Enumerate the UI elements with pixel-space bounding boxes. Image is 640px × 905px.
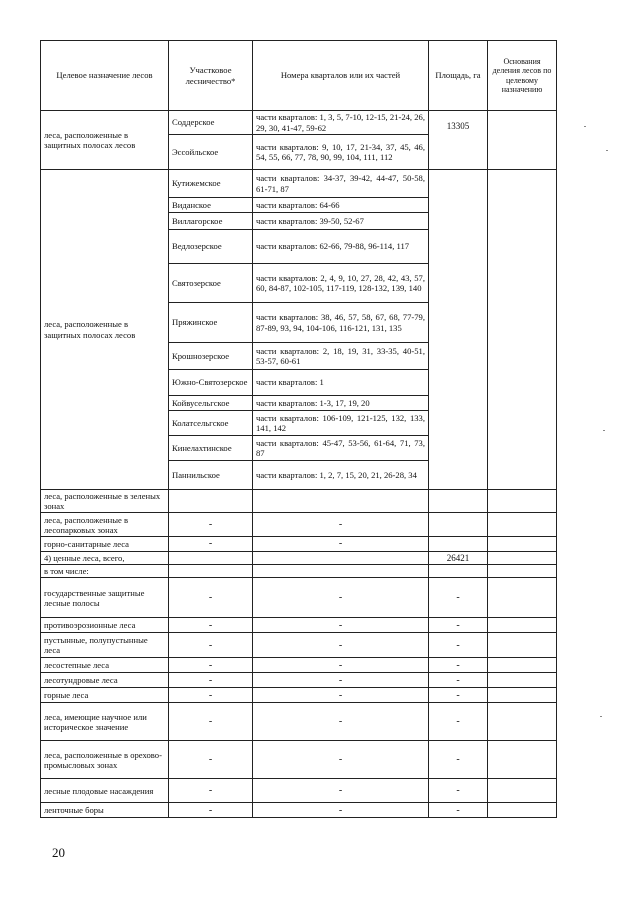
area-cell: - [429, 688, 488, 703]
basis-cell [488, 170, 557, 490]
basis-cell [488, 513, 557, 537]
quarters-cell: - [253, 578, 429, 618]
forestry-cell: - [169, 803, 253, 818]
quarters-cell: части кварталов: 1, 3, 5, 7-10, 12-15, 21-24, 26, 29, 30, 41-47, 59-62 [253, 111, 429, 135]
purpose-cell: леса, расположенные в орехово-промысловых зонах [41, 741, 169, 779]
header-area: Площадь, га [429, 41, 488, 111]
forestry-cell: Крошнозерское [169, 343, 253, 370]
forestry-cell: - [169, 673, 253, 688]
purpose-cell: леса, расположенные в защитных полосах лесов [41, 170, 169, 490]
header-quarters: Номера кварталов или их частей [253, 41, 429, 111]
purpose-cell: леса, имеющие научное или историческое значение [41, 703, 169, 741]
table-row [41, 578, 557, 618]
forestry-cell: Виданское [169, 198, 253, 213]
quarters-cell: - [253, 658, 429, 673]
forestry-cell: Эссойльское [169, 135, 253, 170]
quarters-cell: - [253, 779, 429, 803]
quarters-cell: - [253, 673, 429, 688]
quarters-cell: части кварталов: 2, 4, 9, 10, 27, 28, 42, 43, 57, 60, 84-87, 102-105, 117-119, 128-132, 139, 140 [253, 264, 429, 303]
basis-cell [488, 111, 557, 170]
table-row [41, 170, 557, 198]
purpose-cell: пустынные, полупустынные леса [41, 633, 169, 658]
table-row [41, 741, 557, 779]
table-row [41, 703, 557, 741]
forestry-cell [169, 490, 253, 513]
quarters-cell [253, 565, 429, 578]
header-basis: Основания деления лесов по целевому назначению [488, 41, 557, 111]
area-cell: - [429, 803, 488, 818]
table-row [41, 537, 557, 552]
forestry-cell: Паннильское [169, 461, 253, 490]
purpose-cell: в том числе: [41, 565, 169, 578]
quarters-cell: - [253, 741, 429, 779]
basis-cell [488, 578, 557, 618]
basis-cell [488, 537, 557, 552]
area-cell: - [429, 658, 488, 673]
forest-purpose-table [40, 40, 557, 818]
table-row [41, 618, 557, 633]
area-cell [429, 513, 488, 537]
quarters-cell: части кварталов: 1 [253, 370, 429, 396]
area-cell: - [429, 673, 488, 688]
quarters-cell: части кварталов: 9, 10, 17, 21-34, 37, 45, 46, 54, 55, 66, 77, 78, 90, 99, 104, 111, 112 [253, 135, 429, 170]
table-row [41, 658, 557, 673]
quarters-cell: части кварталов: 64-66 [253, 198, 429, 213]
purpose-cell: ленточные боры [41, 803, 169, 818]
scan-speck [603, 430, 605, 431]
area-cell: - [429, 779, 488, 803]
quarters-cell: части кварталов: 1-3, 17, 19, 20 [253, 396, 429, 411]
forestry-cell: - [169, 513, 253, 537]
area-cell: 13305 [429, 111, 488, 170]
forestry-cell: Кутижемское [169, 170, 253, 198]
forestry-cell: Южно-Святозерское [169, 370, 253, 396]
forestry-cell: Койвусельгское [169, 396, 253, 411]
area-cell [429, 537, 488, 552]
quarters-cell: - [253, 537, 429, 552]
area-cell [429, 565, 488, 578]
area-cell: - [429, 578, 488, 618]
scan-speck [606, 150, 608, 151]
basis-cell [488, 803, 557, 818]
quarters-cell: - [253, 633, 429, 658]
forestry-cell: Колатсельгское [169, 411, 253, 436]
table-row [41, 779, 557, 803]
forestry-cell: Виллагорское [169, 213, 253, 230]
table-row [41, 688, 557, 703]
purpose-cell: государственные защитные лесные полосы [41, 578, 169, 618]
area-cell: 26421 [429, 551, 488, 565]
forestry-cell [169, 565, 253, 578]
table-row [41, 673, 557, 688]
scan-speck [584, 126, 586, 127]
quarters-cell [253, 490, 429, 513]
purpose-cell: леса, расположенные в зеленых зонах [41, 490, 169, 513]
quarters-cell: - [253, 513, 429, 537]
forestry-cell: Соддерское [169, 111, 253, 135]
forestry-cell: - [169, 779, 253, 803]
quarters-cell: части кварталов: 38, 46, 57, 58, 67, 68, 77-79, 87-89, 93, 94, 104-106, 116-121, 131, 135 [253, 303, 429, 343]
page-number: 20 [52, 845, 65, 860]
basis-cell [488, 673, 557, 688]
purpose-cell: леса, расположенные в защитных полосах лесов [41, 111, 169, 170]
quarters-cell: - [253, 688, 429, 703]
quarters-cell: - [253, 618, 429, 633]
forestry-cell: Ведлозерское [169, 230, 253, 264]
purpose-cell: леса, расположенные в лесопарковых зонах [41, 513, 169, 537]
purpose-cell: лесотундровые леса [41, 673, 169, 688]
header-forestry: Участковое лесничество* [169, 41, 253, 111]
table-row [41, 633, 557, 658]
area-cell: - [429, 633, 488, 658]
table-row [41, 513, 557, 537]
header-purpose: Целевое назначение лесов [41, 41, 169, 111]
basis-cell [488, 741, 557, 779]
purpose-cell: лесостепные леса [41, 658, 169, 673]
purpose-cell: горно-санитарные леса [41, 537, 169, 552]
basis-cell [488, 551, 557, 565]
forestry-cell: Пряжинское [169, 303, 253, 343]
quarters-cell: части кварталов: 1, 2, 7, 15, 20, 21, 26-28, 34 [253, 461, 429, 490]
area-cell [429, 170, 488, 490]
forestry-cell: - [169, 703, 253, 741]
quarters-cell: части кварталов: 34-37, 39-42, 44-47, 50-58, 61-71, 87 [253, 170, 429, 198]
table-row [41, 551, 557, 565]
scan-speck [600, 716, 602, 717]
quarters-cell: части кварталов: 106-109, 121-125, 132, 133, 141, 142 [253, 411, 429, 436]
forestry-cell: - [169, 658, 253, 673]
quarters-cell: - [253, 703, 429, 741]
table-row [41, 490, 557, 513]
purpose-cell: 4) ценные леса, всего, [41, 551, 169, 565]
forestry-cell: Кинелахтинское [169, 436, 253, 461]
quarters-cell: части кварталов: 39-50, 52-67 [253, 213, 429, 230]
forestry-cell: - [169, 618, 253, 633]
forestry-cell: - [169, 633, 253, 658]
table-row [41, 803, 557, 818]
basis-cell [488, 703, 557, 741]
forestry-cell: - [169, 578, 253, 618]
table-row [41, 565, 557, 578]
basis-cell [488, 618, 557, 633]
basis-cell [488, 688, 557, 703]
forestry-cell [169, 551, 253, 565]
quarters-cell: - [253, 803, 429, 818]
basis-cell [488, 490, 557, 513]
forestry-cell: - [169, 741, 253, 779]
basis-cell [488, 658, 557, 673]
purpose-cell: лесные плодовые насаждения [41, 779, 169, 803]
basis-cell [488, 779, 557, 803]
forestry-cell: - [169, 537, 253, 552]
basis-cell [488, 565, 557, 578]
quarters-cell: части кварталов: 45-47, 53-56, 61-64, 71, 73, 87 [253, 436, 429, 461]
quarters-cell: части кварталов: 62-66, 79-88, 96-114, 117 [253, 230, 429, 264]
forestry-cell: Святозерское [169, 264, 253, 303]
purpose-cell: горные леса [41, 688, 169, 703]
area-cell [429, 490, 488, 513]
purpose-cell: противоэрозионные леса [41, 618, 169, 633]
quarters-cell: части кварталов: 2, 18, 19, 31, 33-35, 40-51, 53-57, 60-61 [253, 343, 429, 370]
quarters-cell [253, 551, 429, 565]
table-header-row [41, 41, 557, 111]
area-cell: - [429, 703, 488, 741]
basis-cell [488, 633, 557, 658]
table-row [41, 111, 557, 135]
forestry-cell: - [169, 688, 253, 703]
area-cell: - [429, 618, 488, 633]
area-cell: - [429, 741, 488, 779]
